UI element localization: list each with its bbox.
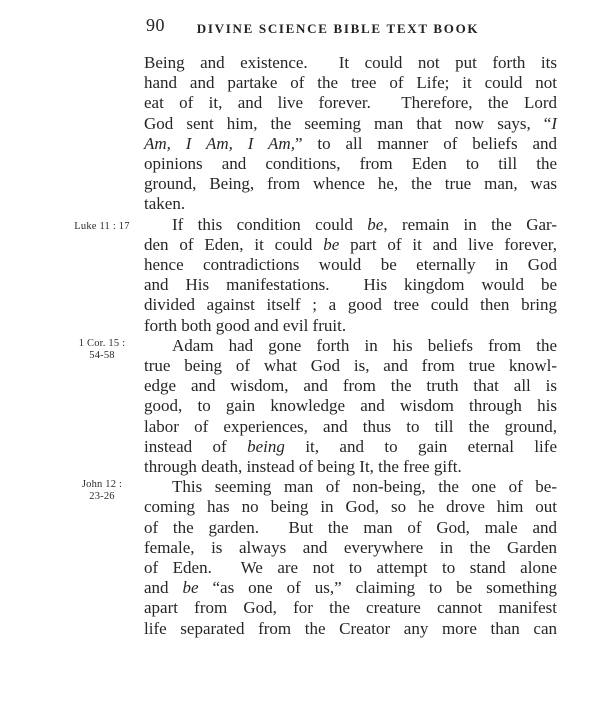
- text-line: Am, I Am, I Am,” to all manner of beliefs and: [144, 133, 557, 153]
- text-line: den of Eden, it could be part of it and live forever,: [144, 234, 557, 254]
- margin-ref-line: 23-26: [89, 490, 115, 502]
- text-line: and His manifestations. His kingdom would be: [144, 275, 557, 295]
- page-number: 90: [146, 15, 165, 35]
- text-line: hand and partake of the tree of Life; it could not: [144, 73, 557, 93]
- text-line: This seeming man of non-being, the one of be-: [172, 477, 557, 497]
- text-line: of Eden. We are not to attempt to stand alone: [144, 558, 557, 578]
- margin-ref-line: 54-58: [89, 349, 115, 361]
- margin-ref-luke-11-17: [57, 221, 147, 233]
- text-line: God sent him, the seeming man that now says, “I: [144, 113, 557, 133]
- text-line: life separated from the Creator any more than can: [144, 618, 557, 638]
- body-text: [144, 53, 557, 639]
- text-line: labor of experiences, and thus to till the ground,: [144, 416, 557, 436]
- margin-ref-line: Luke 11 : 17: [74, 221, 130, 232]
- text-line: taken.: [144, 194, 186, 214]
- text-line: good, to gain knowledge and wisdom through his: [144, 396, 557, 416]
- text-line: instead of being it, and to gain eternal life: [144, 436, 557, 456]
- margin-ref-1-cor-15-54-58: [57, 338, 147, 361]
- text-line: Being and existence. It could not put forth its: [144, 53, 557, 72]
- margin-ref-john-12-23-26: [57, 479, 147, 502]
- text-line: through death, instead of being It, the free gift.: [144, 457, 462, 477]
- text-line: opinions and conditions, from Eden to till the: [144, 154, 557, 174]
- running-header-title: DIVINE SCIENCE BIBLE TEXT BOOK: [196, 21, 480, 36]
- text-line: forth both good and evil fruit.: [144, 315, 347, 335]
- paragraph: [144, 336, 557, 477]
- paragraph: [144, 53, 557, 215]
- paragraph: [144, 477, 557, 639]
- text-line: Adam had gone forth in his beliefs from the: [172, 335, 557, 355]
- text-line: coming has no being in God, so he drove him out: [144, 497, 557, 517]
- text-line: true being of what God is, and from true knowl-: [144, 356, 557, 376]
- text-line: hence contradictions would be eternally in God: [144, 255, 557, 275]
- text-line: eat of it, and live forever. Therefore, the Lord: [144, 93, 557, 113]
- text-line: edge and wisdom, and from the truth that all is: [144, 376, 557, 396]
- text-line: divided against itself ; a good tree could then bring: [144, 295, 557, 315]
- text-line: ground, Being, from whence he, the true man, was: [144, 174, 557, 194]
- margin-ref-line: John 12 :: [81, 479, 123, 490]
- text-line: apart from God, for the creature cannot manifest: [144, 598, 557, 618]
- paragraph: [144, 215, 557, 336]
- text-line: female, is always and everywhere in the Garden: [144, 537, 557, 557]
- margin-ref-line: 1 Cor. 15 :: [78, 338, 126, 349]
- text-line: If this condition could be, remain in the Gar-: [172, 214, 558, 234]
- text-line: of the garden. But the man of God, male and: [144, 517, 557, 537]
- text-line: and be “as one of us,” claiming to be something: [144, 578, 557, 598]
